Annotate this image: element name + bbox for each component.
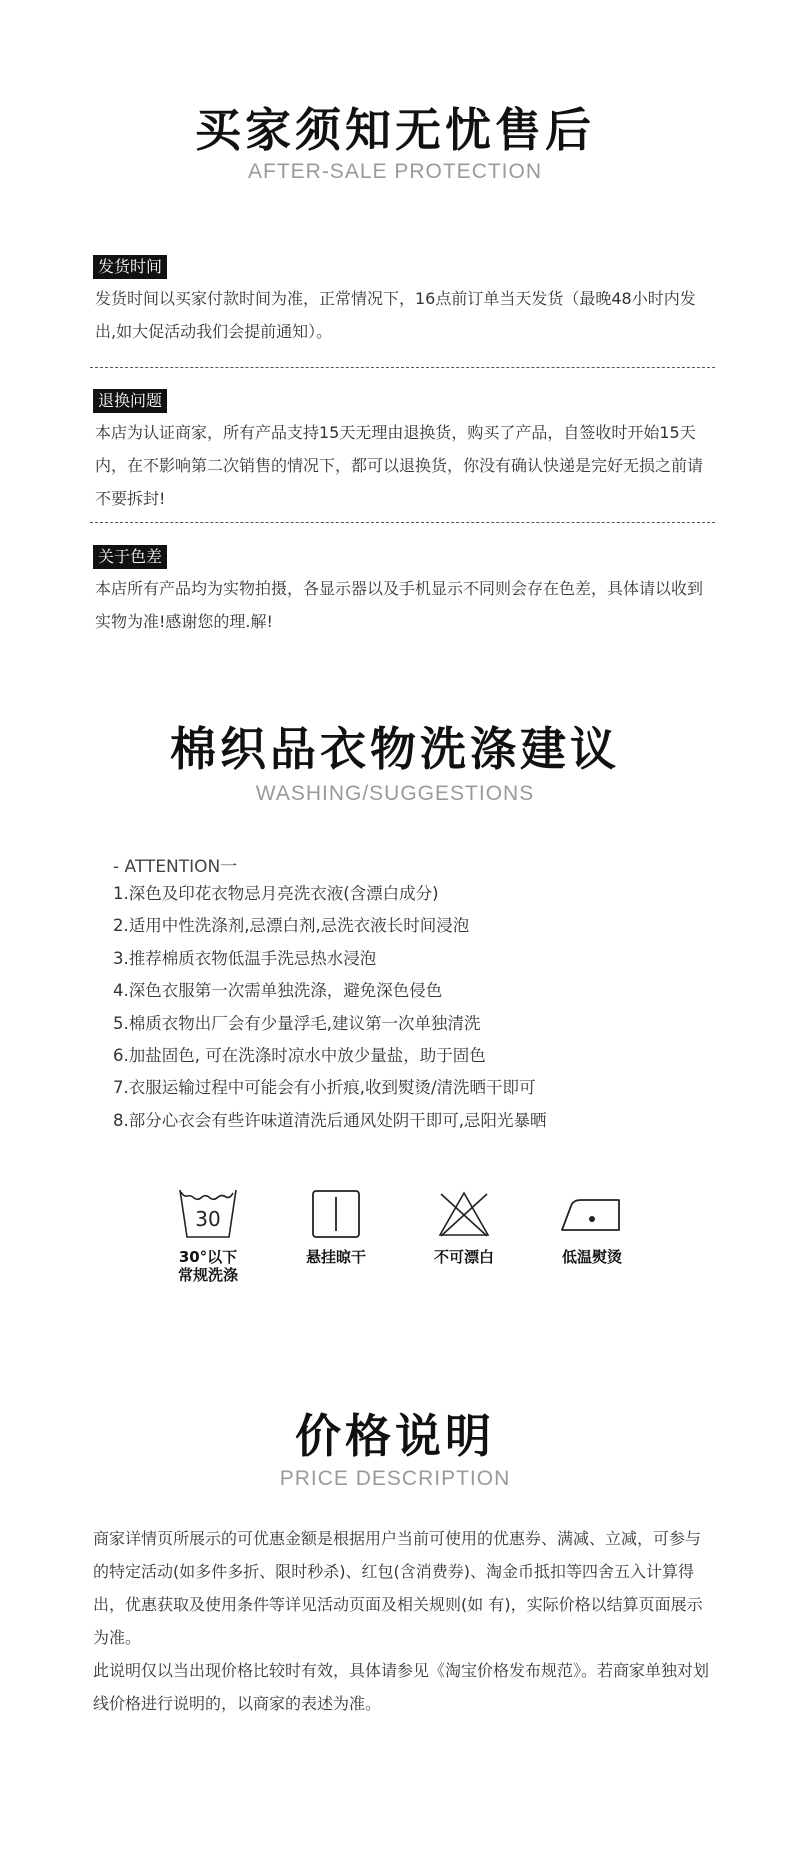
- attention-heading: - ATTENTION一: [113, 857, 238, 877]
- price-paragraph-1: 商家详情页所展示的可优惠金额是根据用户当前可使用的优惠券、满减、立减，可参与的特定活动(如多件多折、限时秒杀)、红包(含消费券)、淘金币抵扣等四舍五入计算得出，优惠获取及使用条件等详见活动页面及相关规则(如 有)，实际价格以结算页面展示为准。: [93, 1529, 703, 1647]
- care-symbol-bleach: [409, 1188, 519, 1266]
- shipping-time-label: 发货时间: [93, 255, 167, 279]
- list-item: 7.衣服运输过程中可能会有小折痕,收到熨烫/清洗晒干即可: [113, 1078, 536, 1098]
- wash-30-icon: [177, 1188, 239, 1240]
- wash-label-line1: 30°以下: [178, 1248, 238, 1266]
- low-iron-icon: [559, 1188, 625, 1240]
- divider: [90, 522, 715, 523]
- aftersale-title: 买家须知无忧售后: [195, 103, 595, 157]
- washing-title: 棉织品衣物洗涤建议: [170, 722, 620, 776]
- low-iron-label: 低温熨烫: [561, 1248, 622, 1266]
- aftersale-subtitle: AFTER-SALE PROTECTION: [247, 160, 543, 183]
- shipping-time-text: 发货时间以买家付款时间为准，正常情况下，16点前订单当天发货（最晚48小时内发出,如大促活动我们会提前通知）。: [95, 289, 696, 341]
- care-symbol-iron: [537, 1188, 647, 1266]
- washing-list: [113, 878, 547, 1137]
- price-subtitle: PRICE DESCRIPTION: [279, 1467, 511, 1490]
- list-item: 1.深色及印花衣物忌月亮洗衣液(含漂白成分): [113, 884, 439, 903]
- returns-label: 退换问题: [93, 389, 167, 413]
- list-item: 8.部分心衣会有些许味道清洗后通风处阴干即可,忌阳光暴晒: [113, 1110, 547, 1130]
- list-item: 2.适用中性洗涤剂,忌漂白剂,忌洗衣液长时间浸泡: [113, 916, 470, 936]
- list-item: 4.深色衣服第一次需单独洗涤，避免深色侵色: [113, 981, 443, 1001]
- list-item: 5.棉质衣物出厂会有少量浮毛,建议第一次单独清洗: [113, 1013, 481, 1033]
- washing-subtitle: WASHING/SUGGESTIONS: [255, 782, 535, 805]
- list-item: 6.加盐固色, 可在洗涤时凉水中放少量盐，助于固色: [113, 1046, 486, 1066]
- divider: [90, 367, 715, 368]
- list-item: 3.推荐棉质衣物低温手洗忌热水浸泡: [113, 948, 377, 968]
- no-bleach-label: 不可漂白: [433, 1248, 494, 1266]
- price-paragraph-2: 此说明仅以当出现价格比较时有效，具体请参见《淘宝价格发布规范》。若商家单独对划线价格进行说明的，以商家的表述为准。: [93, 1661, 710, 1713]
- color-diff-label: 关于色差: [93, 545, 167, 569]
- care-symbol-wash: [153, 1188, 263, 1284]
- color-diff-text: 本店所有产品均为实物拍摄，各显示器以及手机显示不同则会存在色差，具体请以收到实物为准!感谢您的理.解!: [95, 579, 704, 631]
- wash-temperature: 30: [195, 1207, 221, 1231]
- hang-dry-icon: [310, 1188, 362, 1240]
- returns-text: 本店为认证商家，所有产品支持15天无理由退换货，购买了产品，自签收时开始15天内，在不影响第二次销售的情况下，都可以退换货，你没有确认快递是完好无损之前请不要拆封!: [95, 423, 704, 508]
- price-title: 价格说明: [295, 1409, 495, 1463]
- wash-label-line2: 常规洗涤: [177, 1266, 238, 1284]
- hang-dry-label: 悬挂晾干: [305, 1248, 366, 1266]
- no-bleach-icon: [436, 1188, 492, 1240]
- care-symbol-hang: [281, 1188, 391, 1266]
